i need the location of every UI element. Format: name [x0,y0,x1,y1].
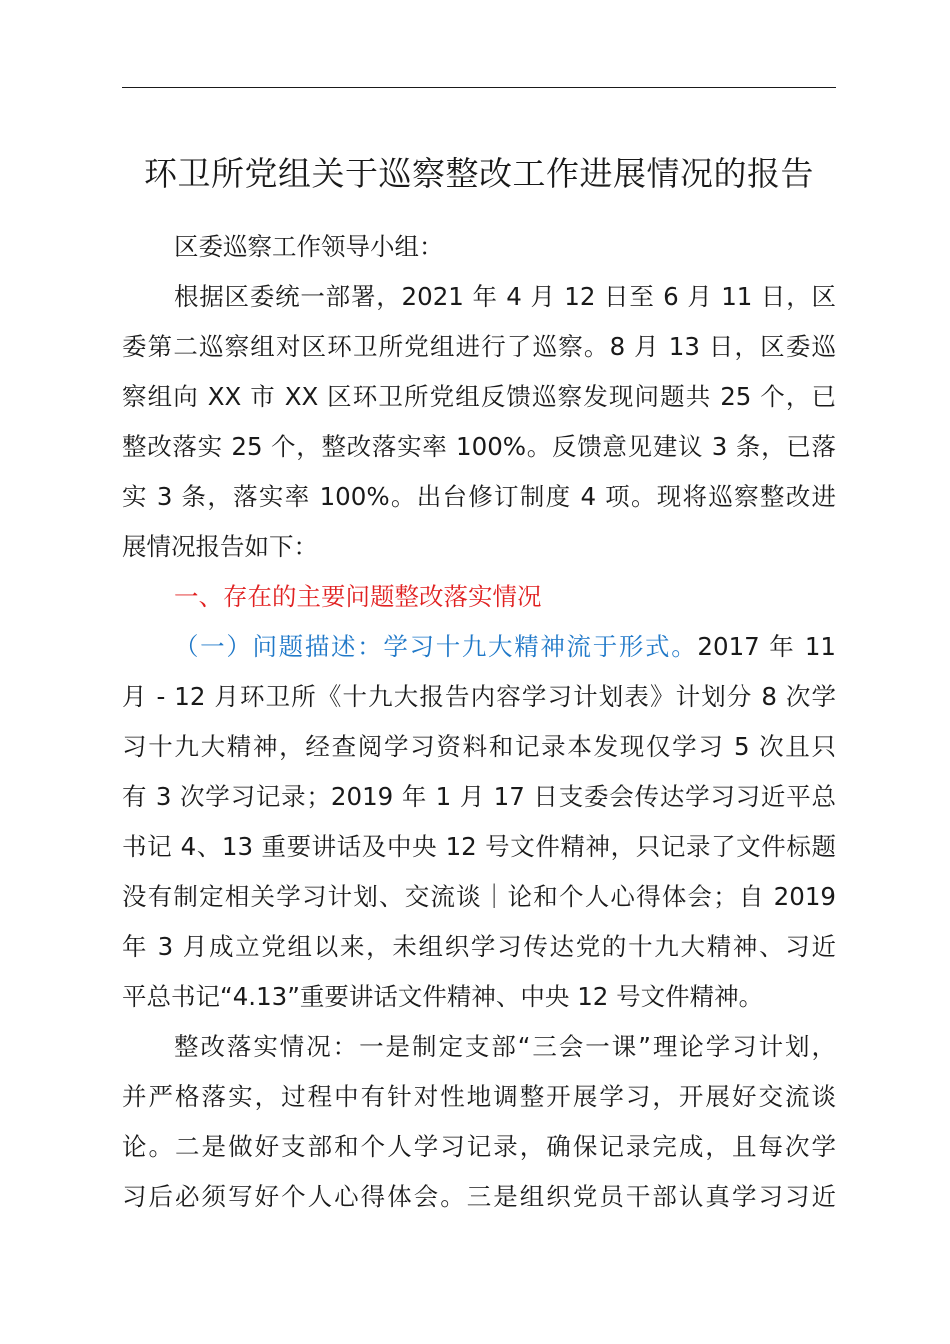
intro-line: 整改落实 25 个，整改落实率 100%。反馈意见建议 3 条，已落 [122,432,836,461]
intro-line: 实 3 条，落实率 100%。出台修订制度 4 项。现将巡察整改进 [122,482,836,511]
document-title: 环卫所党组关于巡察整改工作进展情况的报告 [144,154,814,193]
problem-first-line-rest: 2017 年 11 [697,632,836,661]
header-rule [122,87,836,88]
rectification-line: 论。二是做好支部和个人学习记录，确保记录完成，且每次学 [122,1132,836,1161]
rectification-line: 习后必须写好个人心得体会。三是组织党员干部认真学习习近 [122,1182,836,1211]
problem-line: 书记 4、13 重要讲话及中央 12 号文件精神，只记录了文件标题 [122,832,836,861]
intro-line: 根据区委统一部署，2021 年 4 月 12 日至 6 月 11 日，区 [174,282,836,311]
problem-first-line [122,622,836,672]
document-body [122,222,836,1022]
rectification-line: 并严格落实，过程中有针对性地调整开展学习，开展好交流谈 [122,1082,836,1111]
salutation: 区委巡察工作领导小组： [174,232,444,261]
problem-line: 年 3 月成立党组以来，未组织学习传达党的十九大精神、习近 [122,932,836,961]
problem-line: 平总书记“4.13”重要讲话文件精神、中央 12 号文件精神。 [122,982,764,1011]
intro-line: 委第二巡察组对区环卫所党组进行了巡察。8 月 13 日，区委巡 [122,332,836,361]
intro-line: 察组向 XX 市 XX 区环卫所党组反馈巡察发现问题共 25 个，已 [122,382,836,411]
problem-line: 没有制定相关学习计划、交流谈｜论和个人心得体会；自 2019 [122,882,836,911]
rectification-paragraph [122,1022,836,1222]
problem-line: 习十九大精神，经查阅学习资料和记录本发现仅学习 5 次且只 [122,732,836,761]
problem-line: 月 - 12 月环卫所《十九大报告内容学习计划表》计划分 8 次学 [122,682,836,711]
intro-line: 展情况报告如下： [122,532,318,561]
rectification-line: 整改落实情况：一是制定支部“三会一课”理论学习计划， [174,1032,836,1061]
section-heading: 一、存在的主要问题整改落实情况 [174,582,542,611]
problem-heading: （一）问题描述：学习十九大精神流于形式。 [174,632,698,661]
problem-line: 有 3 次学习记录；2019 年 1 月 17 日支委会传达学习习近平总 [122,782,836,811]
